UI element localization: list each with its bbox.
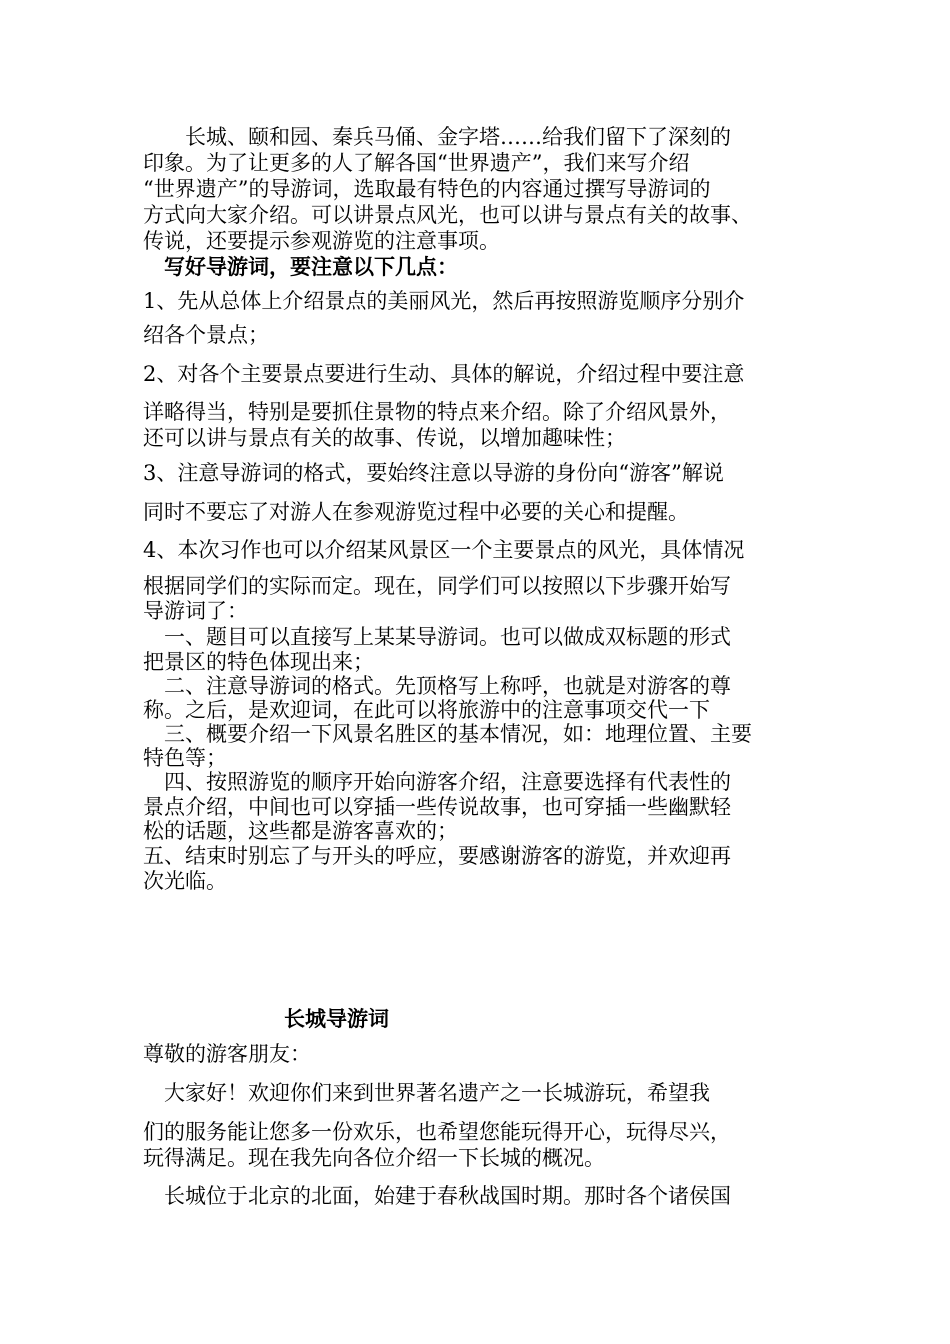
step-line: 特色等；: [143, 746, 227, 770]
step-line: 二、注意导游词的格式。先顶格写上称呼，也就是对游客的尊: [143, 674, 731, 698]
point-line: 3、注意导游词的格式，要始终注意以导游的身份向“游客”解说: [143, 461, 724, 485]
point-line: 导游词了：: [143, 599, 248, 623]
essay-title: 长城导游词: [284, 1006, 389, 1031]
point-line: 4、本次习作也可以介绍某风景区一个主要景点的风光，具体情况: [143, 538, 745, 562]
intro-line: 印象。为了让更多的人了解各国“世界遗产”，我们来写介绍: [143, 151, 690, 175]
step-line: 五、结束时别忘了与开头的呼应，要感谢游客的游览，并欢迎再: [143, 844, 731, 868]
essay-line: 尊敬的游客朋友：: [143, 1042, 311, 1066]
step-line: 一、题目可以直接写上某某导游词。也可以做成双标题的形式: [143, 625, 731, 649]
intro-line: 传说，还要提示参观游览的注意事项。: [143, 229, 500, 253]
intro-line: 长城、颐和园、秦兵马俑、金字塔……给我们留下了深刻的: [143, 125, 731, 149]
point-line: 2、对各个主要景点要进行生动、具体的解说，介绍过程中要注意: [143, 362, 745, 386]
point-line: 根据同学们的实际而定。现在，同学们可以按照以下步骤开始写: [143, 574, 731, 598]
step-line: 四、按照游览的顺序开始向游客介绍，注意要选择有代表性的: [143, 770, 731, 794]
step-line: 称。之后，是欢迎词，在此可以将旅游中的注意事项交代一下: [143, 698, 710, 722]
intro-line: 方式向大家介绍。可以讲景点风光，也可以讲与景点有关的故事、: [143, 203, 752, 227]
essay-line: 玩得满足。现在我先向各位介绍一下长城的概况。: [143, 1146, 605, 1170]
step-line: 三、概要介绍一下风景名胜区的基本情况，如：地理位置、主要: [143, 722, 752, 746]
essay-line: 们的服务能让您多一份欢乐，也希望您能玩得开心，玩得尽兴，: [143, 1120, 731, 1144]
step-line: 景点介绍，中间也可以穿插一些传说故事，也可穿插一些幽默轻: [143, 795, 731, 819]
essay-line: 大家好！欢迎你们来到世界著名遗产之一长城游玩，希望我: [143, 1081, 710, 1105]
step-line: 松的话题，这些都是游客喜欢的；: [143, 819, 458, 843]
point-line: 同时不要忘了对游人在参观游览过程中必要的关心和提醒。: [143, 500, 689, 524]
section-heading: 写好导游词，要注意以下几点：: [143, 254, 458, 279]
point-line: 详略得当，特别是要抓住景物的特点来介绍。除了介绍风景外，: [143, 400, 731, 424]
point-line: 1、先从总体上介绍景点的美丽风光，然后再按照游览顺序分别介: [143, 289, 745, 313]
step-line: 次光临。: [143, 869, 227, 893]
essay-line: 长城位于北京的北面，始建于春秋战国时期。那时各个诸侯国: [143, 1184, 731, 1208]
point-line: 绍各个景点；: [143, 323, 269, 347]
step-line: 把景区的特色体现出来；: [143, 650, 374, 674]
point-line: 还可以讲与景点有关的故事、传说，以增加趣味性；: [143, 426, 626, 450]
intro-line: “世界遗产”的导游词，选取最有特色的内容通过撰写导游词的: [143, 177, 711, 201]
